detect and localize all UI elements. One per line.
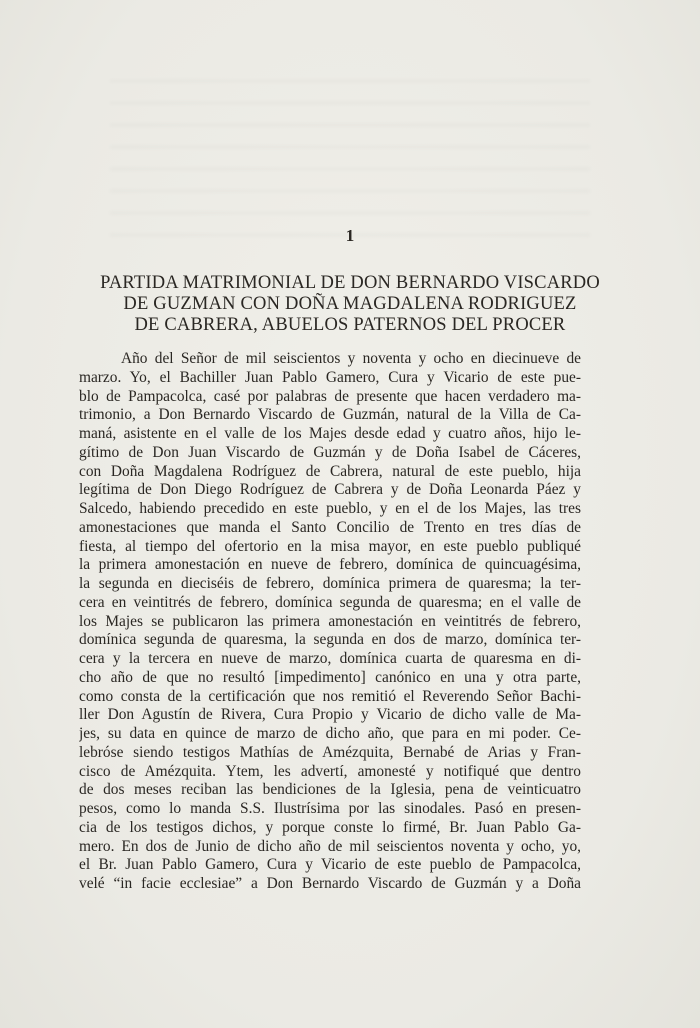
text-line: domínica segunda de quaresma, la segunda en dos de marzo, domínica ter- xyxy=(79,631,581,649)
text-line: los Majes se publicaron las primera amonestación en veintitrés de febrero, xyxy=(79,612,581,630)
text-line: cisco de Amézquita. Ytem, les advertí, amonesté y notifiqué que dentro xyxy=(79,762,581,780)
body-paragraph xyxy=(79,350,581,894)
text-line: amonestaciones que manda el Santo Concilio de Trento en tres días de xyxy=(79,518,581,536)
text-line: gítimo de Don Juan Viscardo de Guzmán y de Doña Isabel de Cáceres, xyxy=(79,443,581,461)
text-line: velé “in facie ecclesiae” a Don Bernardo Viscardo de Guzmán y a Doña xyxy=(79,875,581,892)
text-line: mero. En dos de Junio de dicho año de mil seiscientos noventa y ocho, yo, xyxy=(79,837,581,855)
text-line: Año del Señor de mil seiscientos y noventa y ocho en diecinueve de xyxy=(121,350,581,367)
text-line: cho año de que no resultó [impedimento] canónico en una y otra parte, xyxy=(79,668,581,686)
text-line: blo de Pampacolca, casé por palabras de presente que hacen verdadero ma- xyxy=(79,387,581,405)
text-line: pesos, como lo manda S.S. Ilustrísima por las sinodales. Pasó en presen- xyxy=(79,800,581,817)
chapter-title xyxy=(60,273,640,336)
text-line: la segunda en dieciséis de febrero, domínica primera de quaresma; la ter- xyxy=(79,575,581,592)
text-line: Salcedo, habiendo precedido en este pueblo, y en el de los Majes, las tres xyxy=(79,500,581,517)
text-line: marzo. Yo, el Bachiller Juan Pablo Gamero, Cura y Vicario de este pue- xyxy=(79,368,581,386)
text-line: trimonio, a Don Bernardo Viscardo de Guzmán, natural de la Villa de Ca- xyxy=(79,406,581,424)
title-line: PARTIDA MATRIMONIAL DE DON BERNARDO VISCARDO xyxy=(100,273,600,293)
text-line: la primera amonestación en nueve de febrero, domínica de quincuagésima, xyxy=(79,556,581,574)
text-line: maná, asistente en el valle de los Majes desde edad y cuatro años, hijo le- xyxy=(79,425,581,442)
text-line: cia de los testigos dichos, y porque conste lo firmé, Br. Juan Pablo Ga- xyxy=(79,818,581,836)
text-line: legítima de Don Diego Rodríguez de Cabrera y de Doña Leonarda Páez y xyxy=(79,481,581,499)
text-line: de dos meses reciban las bendiciones de la Iglesia, pena de veinticuatro xyxy=(79,781,581,799)
title-line: DE GUZMAN CON DOÑA MAGDALENA RODRIGUEZ xyxy=(123,294,577,314)
title-line: DE CABRERA, ABUELOS PATERNOS DEL PROCER xyxy=(134,315,566,335)
chapter-number: 1 xyxy=(345,226,355,245)
text-line: cera y la tercera en nueve de marzo, domínica cuarta de quaresma en di- xyxy=(79,650,581,667)
text-line: cera en veintitrés de febrero, domínica segunda de quaresma; en el valle de xyxy=(79,593,581,611)
text-line: el Br. Juan Pablo Gamero, Cura y Vicario de este pueblo de Pampacolca, xyxy=(79,856,581,874)
text-line: ller Don Agustín de Rivera, Cura Propio y Vicario de dicho valle de Ma- xyxy=(79,706,581,724)
text-line: lebróse siendo testigos Mathías de Amézquita, Bernabé de Arias y Fran- xyxy=(79,743,581,761)
text-line: jes, su data en quince de marzo de dicho año, que para en mi poder. Ce- xyxy=(79,725,581,742)
text-line: con Doña Magdalena Rodríguez de Cabrera, natural de este pueblo, hija xyxy=(79,462,581,480)
show-through-texture xyxy=(110,70,590,250)
text-line: como consta de la certificación que nos remitió el Reverendo Señor Bachi- xyxy=(79,687,581,705)
text-line: fiesta, al tiempo del ofertorio en la misa mayor, en este pueblo publiqué xyxy=(79,537,581,555)
